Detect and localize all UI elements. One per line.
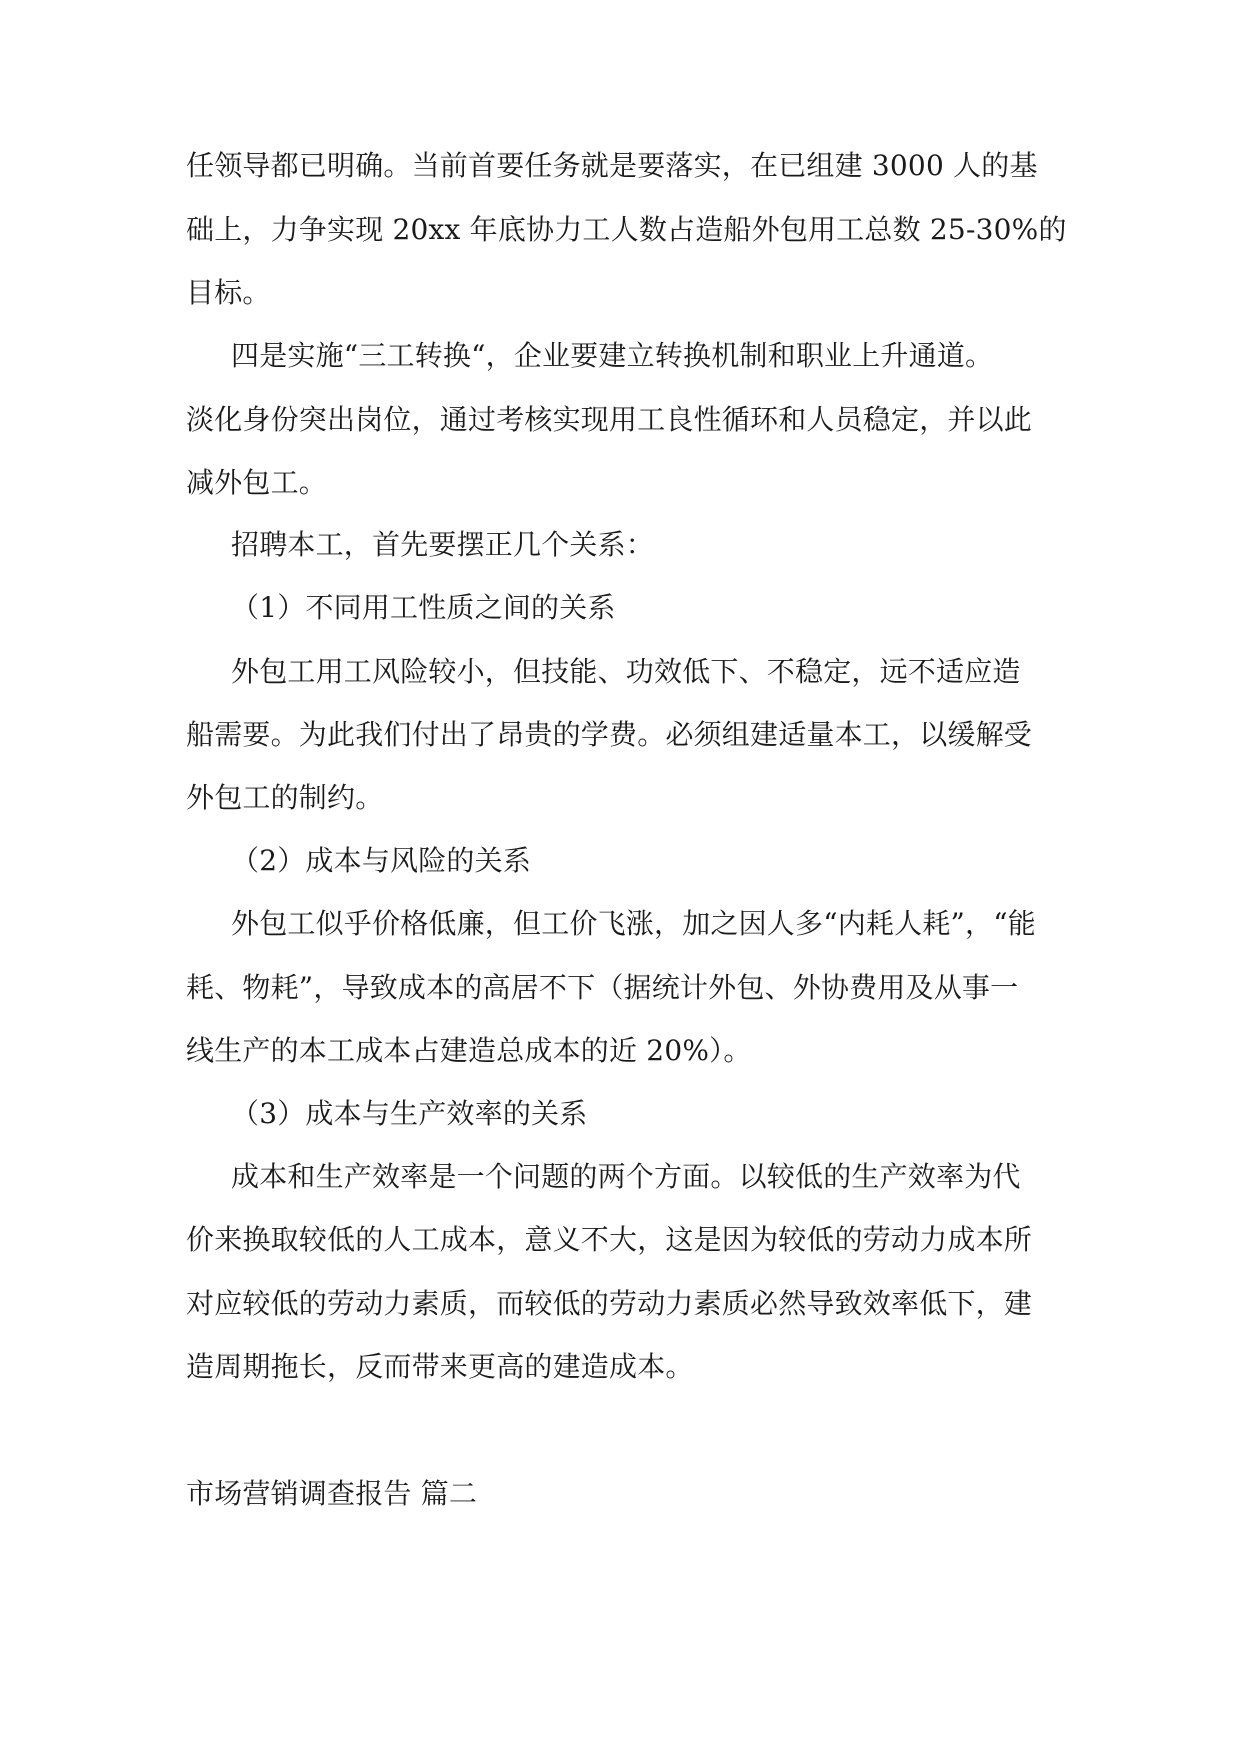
text-line: 四是实施“三工转换“，企业要建立转换机制和职业上升通道。 bbox=[231, 339, 994, 372]
text-line: 任领导都已明确。当前首要任务就是要落实，在已组建 3000 人的基 bbox=[186, 149, 1038, 182]
text-line: 价来换取较低的人工成本，意义不大，这是因为较低的劳动力成本所 bbox=[186, 1223, 1033, 1256]
text-line: 外包工用工风险较小，但技能、功效低下、不稳定，远不适应造 bbox=[231, 655, 1021, 688]
section-heading: 市场营销调查报告 篇二 bbox=[186, 1477, 478, 1510]
list-heading: （2）成本与风险的关系 bbox=[231, 844, 532, 877]
text-line: 础上，力争实现 20xx 年底协力工人数占造船外包用工总数 25-30%的 bbox=[186, 213, 1067, 246]
text-line: 线生产的本工成本占建造总成本的近 20%）。 bbox=[186, 1034, 752, 1067]
text-line: 船需要。为此我们付出了昂贵的学费。必须组建适量本工，以缓解受 bbox=[186, 718, 1033, 751]
text-line: 外包工似乎价格低廉，但工价飞涨，加之因人多“内耗人耗”，“能 bbox=[231, 907, 1036, 940]
text-line: 目标。 bbox=[186, 276, 271, 309]
text-line: 成本和生产效率是一个问题的两个方面。以较低的生产效率为代 bbox=[231, 1160, 1021, 1193]
text-line: 招聘本工，首先要摆正几个关系： bbox=[231, 528, 655, 561]
text-line: 造周期拖长，反而带来更高的建造成本。 bbox=[186, 1350, 694, 1383]
text-line: 外包工的制约。 bbox=[186, 781, 384, 814]
text-line: 对应较低的劳动力素质，而较低的劳动力素质必然导致效率低下，建 bbox=[186, 1287, 1033, 1320]
text-line: 耗、物耗”，导致成本的高居不下（据统计外包、外协费用及从事一 bbox=[186, 971, 1019, 1004]
text-line: 淡化身份突出岗位，通过考核实现用工良性循环和人员稳定，并以此 bbox=[186, 403, 1033, 436]
list-heading: （3）成本与生产效率的关系 bbox=[231, 1097, 588, 1130]
text-line: 减外包工。 bbox=[186, 466, 328, 499]
list-heading: （1）不同用工性质之间的关系 bbox=[231, 591, 616, 624]
